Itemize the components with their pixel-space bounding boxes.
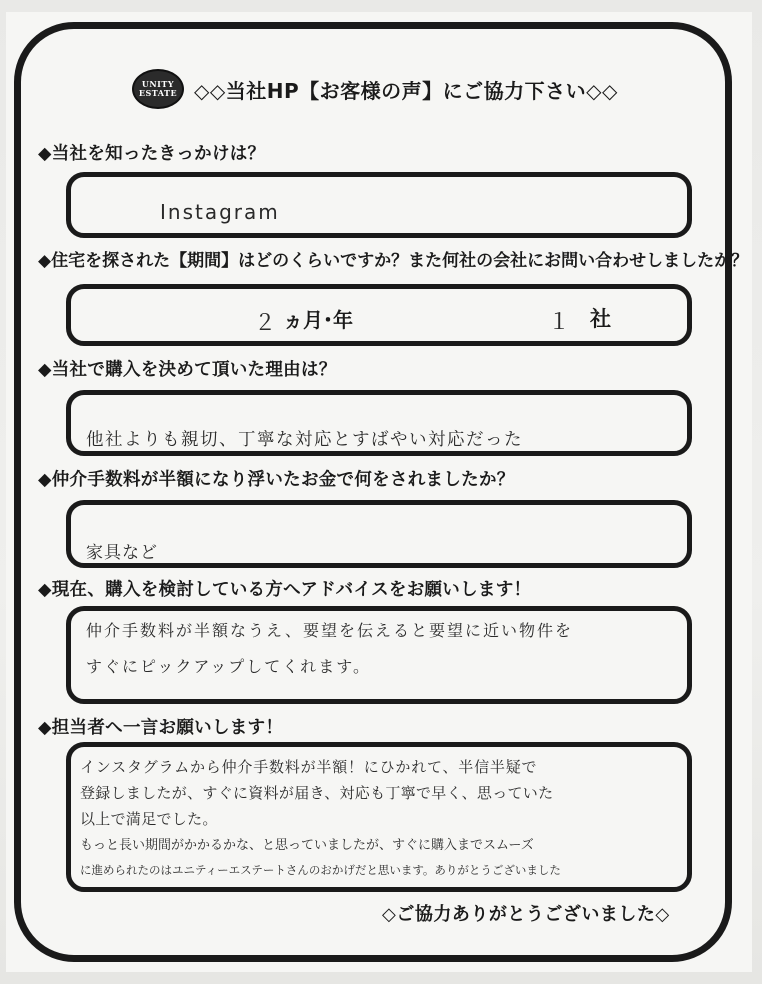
answer-4-text: 家具など	[86, 543, 158, 563]
answer-5-line: 仲介手数料が半額なうえ、要望を伝えると要望に近い物件を	[86, 621, 573, 640]
answer-6-line: 以上で満足でした。	[80, 810, 218, 828]
footer-thanks: ◇ご協力ありがとうございました◇	[382, 904, 670, 925]
unity-estate-logo	[132, 69, 184, 109]
header	[132, 66, 618, 112]
question-6: ◆担当者へ一言お願いします！	[38, 718, 284, 738]
answer-3-text: 他社よりも親切、丁寧な対応とすばやい対応だった	[86, 430, 523, 450]
logo-text-line1: UNITY	[141, 79, 175, 89]
answer-6-line: に進められたのはユニティーエステートさんのおかげだと思います。ありがとうございました	[80, 863, 561, 877]
page-title: ◇◇当社HP【お客様の声】にご協力下さい◇◇	[194, 78, 618, 103]
answer-2-company-unit: 社	[590, 307, 611, 331]
answer-6-line: 登録しましたが、すぐに資料が届き、対応も丁寧で早く、思っていた	[80, 784, 554, 802]
question-1: ◆当社を知ったきっかけは？	[38, 144, 266, 164]
answer-6-line: インスタグラムから仲介手数料が半額！にひかれて、半信半疑で	[80, 758, 538, 776]
logo-text-line2: ESTATE	[138, 88, 178, 98]
answer-2-period-unit: ヵ月･年	[283, 308, 353, 332]
question-2: ◆住宅を探された【期間】はどのくらいですか？また何社の会社にお問い合わせしましたか？	[38, 251, 749, 271]
answer-box-4	[66, 500, 692, 568]
question-5: ◆現在、購入を検討している方へアドバイスをお願いします！	[38, 580, 532, 600]
question-4: ◆仲介手数料が半額になり浮いたお金で何をされましたか？	[38, 470, 515, 490]
answer-6-line: もっと長い期間がかかるかな、と思っていましたが、すぐに購入までスムーズ	[80, 838, 534, 853]
answer-1-text: Instagram	[160, 200, 280, 224]
answer-2-company-value: １	[548, 310, 571, 335]
answer-5-line: すぐにピックアップしてくれます。	[86, 657, 371, 676]
question-3: ◆当社で購入を決めて頂いた理由は？	[38, 360, 337, 380]
answer-2-period-value: ２	[254, 311, 277, 336]
